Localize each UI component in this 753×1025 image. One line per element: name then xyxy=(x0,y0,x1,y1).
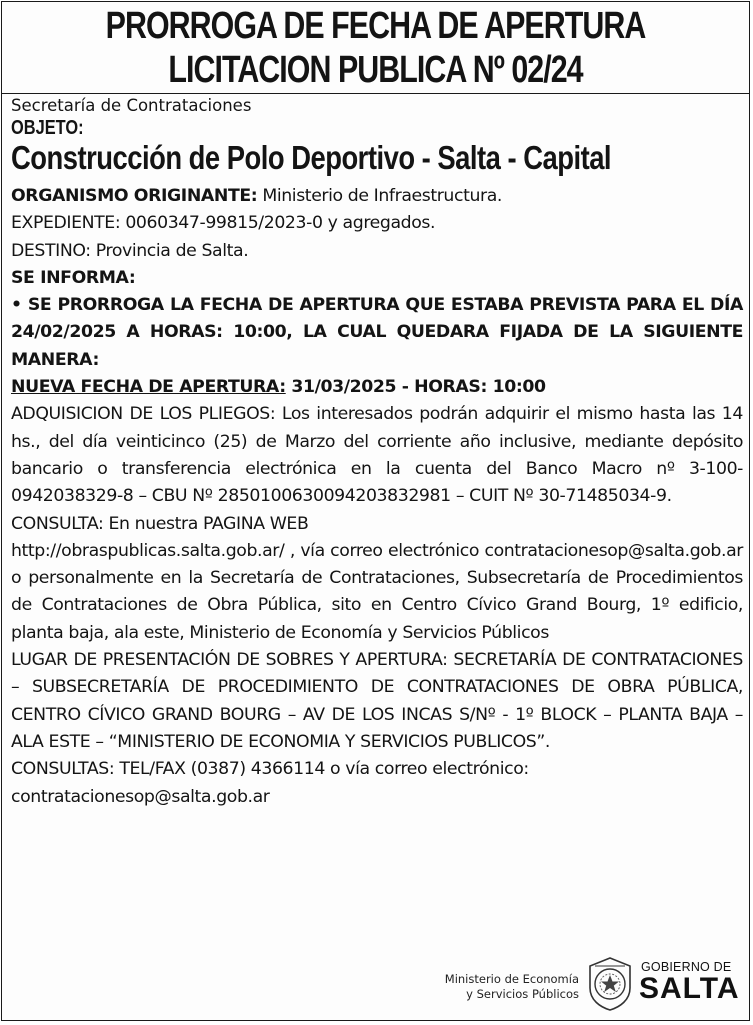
salta-province-seal-icon xyxy=(585,956,635,1012)
ministerio-name xyxy=(433,972,579,1002)
ministerio-line-2: y Servicios Públicos xyxy=(466,987,579,1001)
consultas-line: CONSULTAS: TEL/FAX (0387) 4366114 o vía correo electrónico: xyxy=(11,759,529,780)
notice-title-box xyxy=(2,2,749,94)
consulta-label: CONSULTA: En nuestra PAGINA WEB xyxy=(11,513,309,534)
organismo-value: Ministerio de Infraestructura. xyxy=(257,186,503,206)
notice-content xyxy=(11,95,743,811)
lugar-paragraph: LUGAR DE PRESENTACIÓN DE SOBRES Y APERTURA: SECRETARÍA DE CONTRATACIONES – SUBSECRETARÍA DE PROCEDIMIENTO DE CONTRATACIONES DE OBRA PÚBLICA, CENTRO CÍVICO GRAND BOURG – AV DE LOS INCAS S/Nº - 1º BLOCK – PLANTA BAJA – ALA ESTE – “MINISTERIO DE ECONOMIA Y SERVICIOS PUBLICOS”. xyxy=(11,650,743,752)
notice-body xyxy=(11,183,743,811)
expediente-line: EXPEDIENTE: 0060347-99815/2023-0 y agregados. xyxy=(11,213,436,234)
footer-logo xyxy=(433,956,743,1014)
salta-label: SALTA xyxy=(639,972,740,1005)
nueva-fecha-line xyxy=(11,374,743,401)
objeto-label: OBJETO: xyxy=(11,117,84,139)
organismo-line xyxy=(11,183,743,210)
prorroga-paragraph: • SE PRORROGA LA FECHA DE APERTURA QUE ESTABA PREVISTA PARA EL DÍA 24/02/2025 A HORAS: 10:00, LA CUAL QUEDARA FIJADA DE LA SIGUIENTE MANERA: xyxy=(11,295,743,370)
se-informa-heading: SE INFORMA: xyxy=(11,267,136,288)
adquisicion-paragraph: ADQUISICION DE LOS PLIEGOS: Los interesados podrán adquirir el mismo hasta las 14 hs., del día veinticinco (25) de Marzo del corriente año inclusive, mediante depósito bancario o transferencia electrónica en la cuenta del Banco Macro nº 3-100-0942038329-8 – CBU Nº 2850100630094203832981 – CUIT Nº 30-71485034-9. xyxy=(11,404,743,507)
objeto-text: Construcción de Polo Deportivo - Salta - Capital xyxy=(11,139,612,176)
nueva-fecha-label: NUEVA FECHA DE APERTURA: xyxy=(11,377,286,398)
ministerio-line-1: Ministerio de Economía xyxy=(444,972,579,986)
destino-line: DESTINO: Provincia de Salta. xyxy=(11,240,249,261)
nueva-fecha-value: 31/03/2025 - HORAS: 10:00 xyxy=(285,377,546,398)
organismo-label: ORGANISMO ORIGINANTE: xyxy=(11,186,258,206)
secretaria-label: Secretaría de Contrataciones xyxy=(11,96,252,115)
gobierno-label: GOBIERNO DE xyxy=(641,960,732,974)
notice-title-line-1: PRORROGA DE FECHA DE APERTURA xyxy=(105,5,646,47)
consulta-paragraph: http://obraspublicas.salta.gob.ar/ , vía correo electrónico contratacionesop@salta.gob.ar o personalmente en la Secretaría de Contrataciones, Subsecretaría de Procedimientos de Contrataciones de Obra Pública, sito en Centro Cívico Grand Bourg, 1º edificio, planta baja, ala este, Ministerio de Economía y Servicios Públicos xyxy=(11,540,743,643)
notice-title-line-2: LICITACION PUBLICA Nº 02/24 xyxy=(168,49,583,91)
notice-page xyxy=(1,1,750,1021)
consultas-email: contratacionesop@salta.gob.ar xyxy=(11,786,270,807)
